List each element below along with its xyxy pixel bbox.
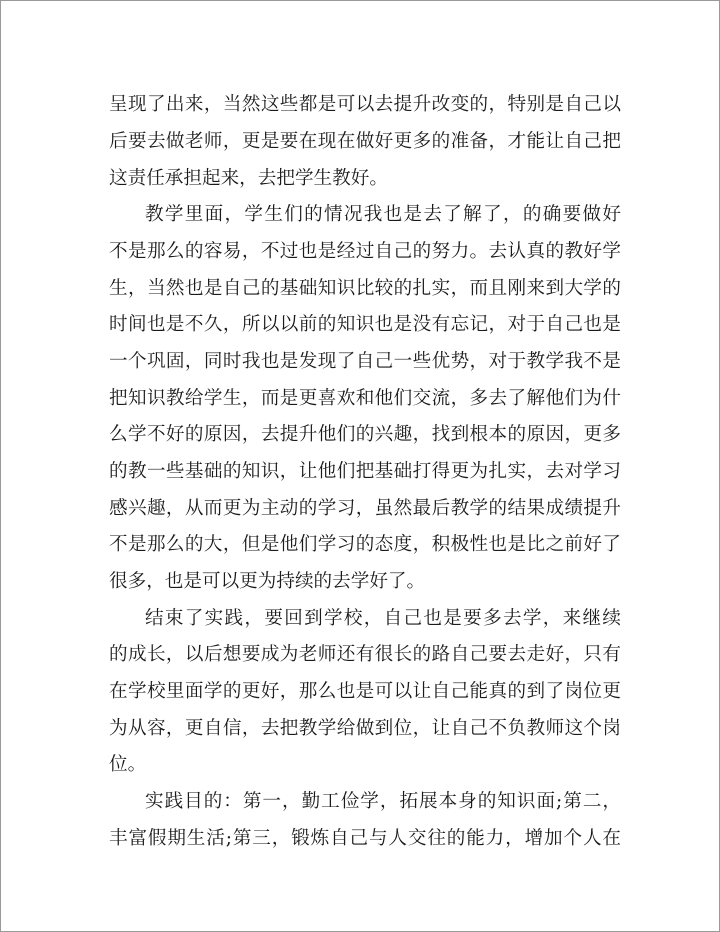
- paragraph-4-line-2: 丰富假期生活;第三，锻炼自己与人交往的能力，增加个人在: [109, 828, 621, 849]
- paragraph-2-line-6: 把知识教给学生，而是更喜欢和他们交流，多去了解他们为什: [109, 388, 621, 409]
- paragraph-2-line-4: 时间也是不久，所以以前的知识也是没有忘记，对于自己也是: [109, 314, 621, 335]
- paragraph-2-line-7: 么学不好的原因，去提升他们的兴趣，找到根本的原因，更多: [109, 424, 621, 445]
- paragraph-2-line-9: 感兴趣，从而更为主动的学习，虽然最后教学的结果成绩提升: [109, 498, 621, 519]
- paragraph-1-line-3: 这责任承担起来，去把学生教好。: [109, 168, 388, 189]
- paragraph-3-line-5: 位。: [109, 754, 147, 775]
- paragraph-2-line-11: 很多，也是可以更为持续的去学好了。: [109, 571, 426, 592]
- paragraph-4-line-1: 实践目的：第一，勤工俭学，拓展本身的知识面;第二，: [145, 791, 621, 812]
- paragraph-2-line-1: 教学里面，学生们的情况我也是去了解了，的确要做好: [145, 204, 621, 225]
- paragraph-3-line-2: 的成长，以后想要成为老师还有很长的路自己要去走好，只有: [109, 644, 621, 665]
- paragraph-2-line-2: 不是那么的容易，不过也是经过自己的努力。去认真的教好学: [109, 241, 621, 262]
- paragraph-2-line-5: 一个巩固，同时我也是发现了自己一些优势，对于教学我不是: [109, 351, 621, 372]
- paragraph-2-line-3: 生，当然也是自己的基础知识比较的扎实，而且刚来到大学的: [109, 278, 621, 299]
- paragraph-1-line-2: 后要去做老师，更是要在现在做好更多的准备，才能让自己把: [109, 131, 621, 152]
- paragraph-3-line-1: 结束了实践，要回到学校，自己也是要多去学，来继续: [145, 608, 621, 629]
- paragraph-2-line-10: 不是那么的大，但是他们学习的态度，积极性也是比之前好了: [109, 534, 621, 555]
- paragraph-3-line-4: 为从容，更自信，去把教学给做到位，让自己不负教师这个岗: [109, 718, 621, 739]
- paragraph-3-line-3: 在学校里面学的更好，那么也是可以让自己能真的到了岗位更: [109, 681, 621, 702]
- paragraph-1-line-1: 呈现了出来，当然这些都是可以去提升改变的，特别是自己以: [109, 94, 621, 115]
- paragraph-2-line-8: 的教一些基础的知识，让他们把基础打得更为扎实，去对学习: [109, 461, 621, 482]
